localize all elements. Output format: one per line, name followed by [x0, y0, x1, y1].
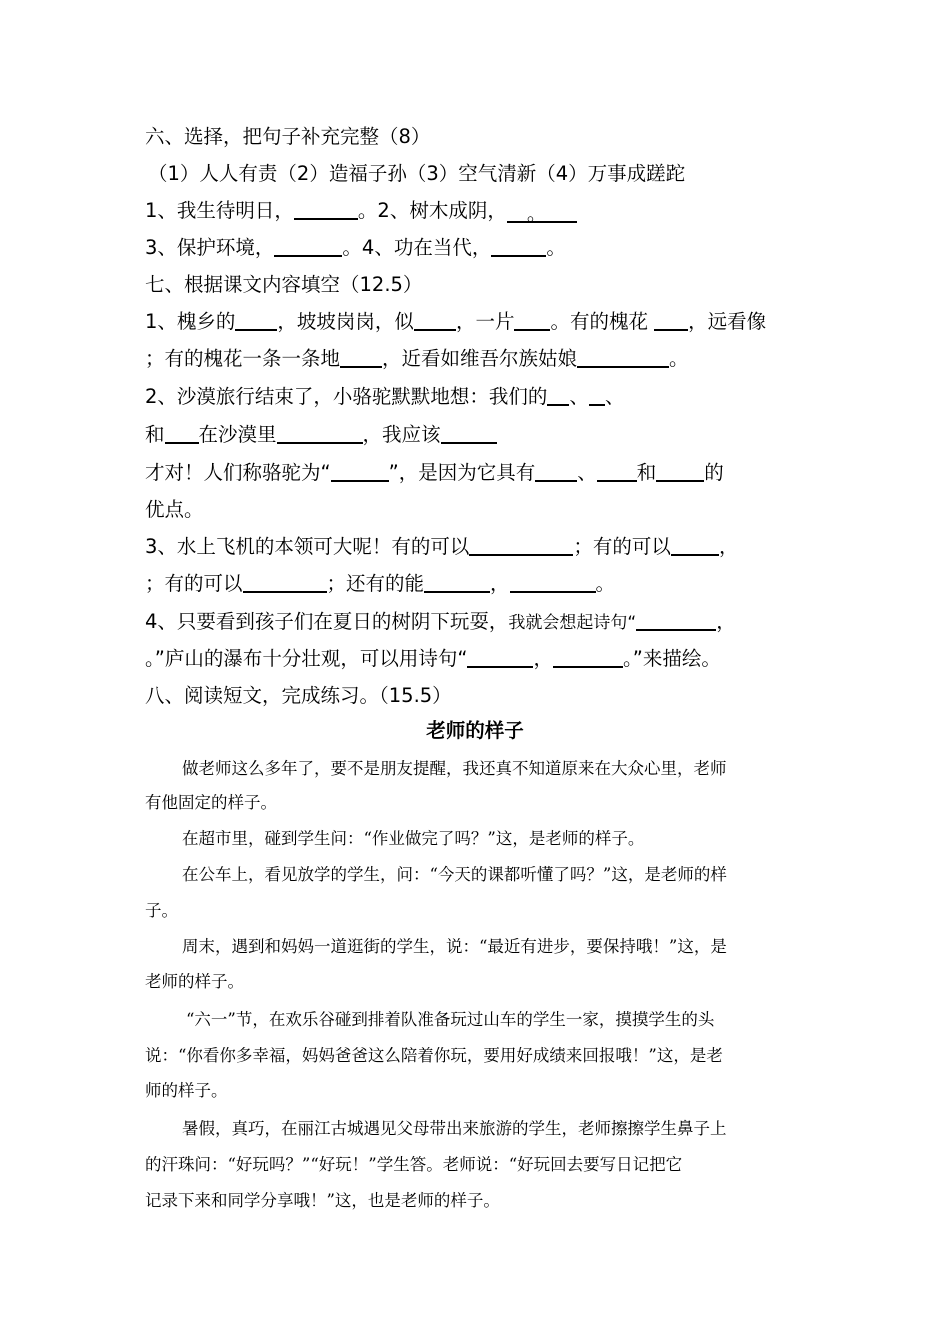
passage-line: 做老师这么多年了，要不是朋友提醒，我还真不知道原来在大众心里，老师 [182, 759, 727, 778]
passage-line: 的汗珠问：“好玩吗？”“好玩！”学生答。老师说：“好玩回去要写日记把它 [145, 1155, 683, 1174]
blank[interactable] [294, 198, 358, 220]
passage-line: 周末，遇到和妈妈一道逛街的学生，说：“最近有进步，要保持哦！”这，是 [182, 937, 727, 956]
blank[interactable] [654, 309, 688, 331]
section-8-heading: 八、阅读短文，完成练习。（15.5） [145, 684, 452, 707]
blank[interactable] [597, 460, 637, 482]
blank[interactable] [274, 235, 342, 257]
blank[interactable] [467, 646, 533, 668]
blank[interactable] [340, 346, 382, 368]
blank[interactable] [510, 571, 596, 593]
blank[interactable]: 。 [507, 201, 577, 223]
blank[interactable] [589, 384, 605, 406]
section-6-options: （1）人人有责（2）造福子孙（3）空气清新（4）万事成蹉跎 [148, 162, 686, 185]
passage-title: 老师的样子 [426, 719, 524, 742]
passage-line: 在公车上，看见放学的学生，问：“今天的课都听懂了吗？”这，是老师的样 [182, 865, 727, 884]
blank[interactable] [331, 460, 389, 482]
section-7-q2-line-4: 优点。 [145, 498, 204, 521]
blank[interactable] [547, 384, 569, 406]
blank[interactable] [553, 646, 623, 668]
blank[interactable] [491, 235, 546, 257]
blank[interactable] [424, 571, 490, 593]
section-7-q3-line-1: 3、水上飞机的本领可大呢！有的可以 ；有的可以 ， [145, 535, 739, 558]
blank[interactable] [514, 309, 550, 331]
section-7-q1-line-2: ；有的槐花一条一条地 ，近看如维吾尔族姑娘 。 [145, 347, 689, 370]
blank[interactable] [636, 609, 716, 631]
section-6-line-2: 3、保护环境， 。4、功在当代， 。 [145, 236, 566, 259]
section-6-heading: 六、选择，把句子补充完整（8） [145, 125, 431, 148]
blank[interactable] [535, 460, 577, 482]
passage-line: 暑假，真巧，在丽江古城遇见父母带出来旅游的学生，老师擦擦学生鼻子上 [182, 1119, 727, 1138]
section-6-line-1: 1、我生待明日， 。2、树木成阴， 。 [145, 198, 577, 224]
blank[interactable] [656, 460, 704, 482]
section-7-q2-line-3: 才对！人们称骆驼为“ ”，是因为它具有 、 和 的 [145, 461, 724, 484]
blank[interactable] [441, 422, 497, 444]
blank[interactable] [165, 422, 199, 444]
blank[interactable] [243, 571, 327, 593]
passage-line: 子。 [145, 901, 178, 920]
section-7-q2-line-2: 和 在沙漠里 ，我应该 [145, 422, 497, 448]
blank[interactable] [671, 534, 719, 556]
blank[interactable] [469, 534, 573, 556]
passage-line: 有他固定的样子。 [145, 793, 277, 812]
blank[interactable] [235, 309, 277, 331]
passage-line: 师的样子。 [145, 1081, 228, 1100]
blank[interactable] [577, 346, 669, 368]
section-7-q4-line-1: 4、只要看到孩子们在夏日的树阴下玩耍，我就会想起诗句“ ， [145, 610, 736, 633]
blank[interactable] [277, 422, 363, 444]
passage-line: 说：“你看你多幸福，妈妈爸爸这么陪着你玩，要用好成绩来回报哦！”这，是老 [145, 1046, 723, 1065]
section-7-q4-line-2: 。”庐山的瀑布十分壮观，可以用诗句“ ， 。”来描绘。 [145, 647, 721, 670]
section-7-q3-line-2: ；有的可以 ；还有的能 ， 。 [145, 572, 616, 595]
section-7-heading: 七、根据课文内容填空（12.5） [145, 273, 423, 296]
section-7-q1-line-1: 1、槐乡的 ，坡坡岗岗，似 ，一片 。有的槐花 ，远看像 [145, 310, 767, 333]
passage-line: “六一”节，在欢乐谷碰到排着队准备玩过山车的学生一家，摸摸学生的头 [186, 1010, 715, 1029]
passage-line: 在超市里，碰到学生问：“作业做完了吗？”这，是老师的样子。 [182, 829, 645, 848]
passage-line: 老师的样子。 [145, 972, 244, 991]
blank[interactable] [414, 309, 456, 331]
passage-line: 记录下来和同学分享哦！”这，也是老师的样子。 [145, 1191, 500, 1210]
section-7-q2-line-1: 2、沙漠旅行结束了，小骆驼默默地想：我们的 、 、 [145, 385, 625, 408]
